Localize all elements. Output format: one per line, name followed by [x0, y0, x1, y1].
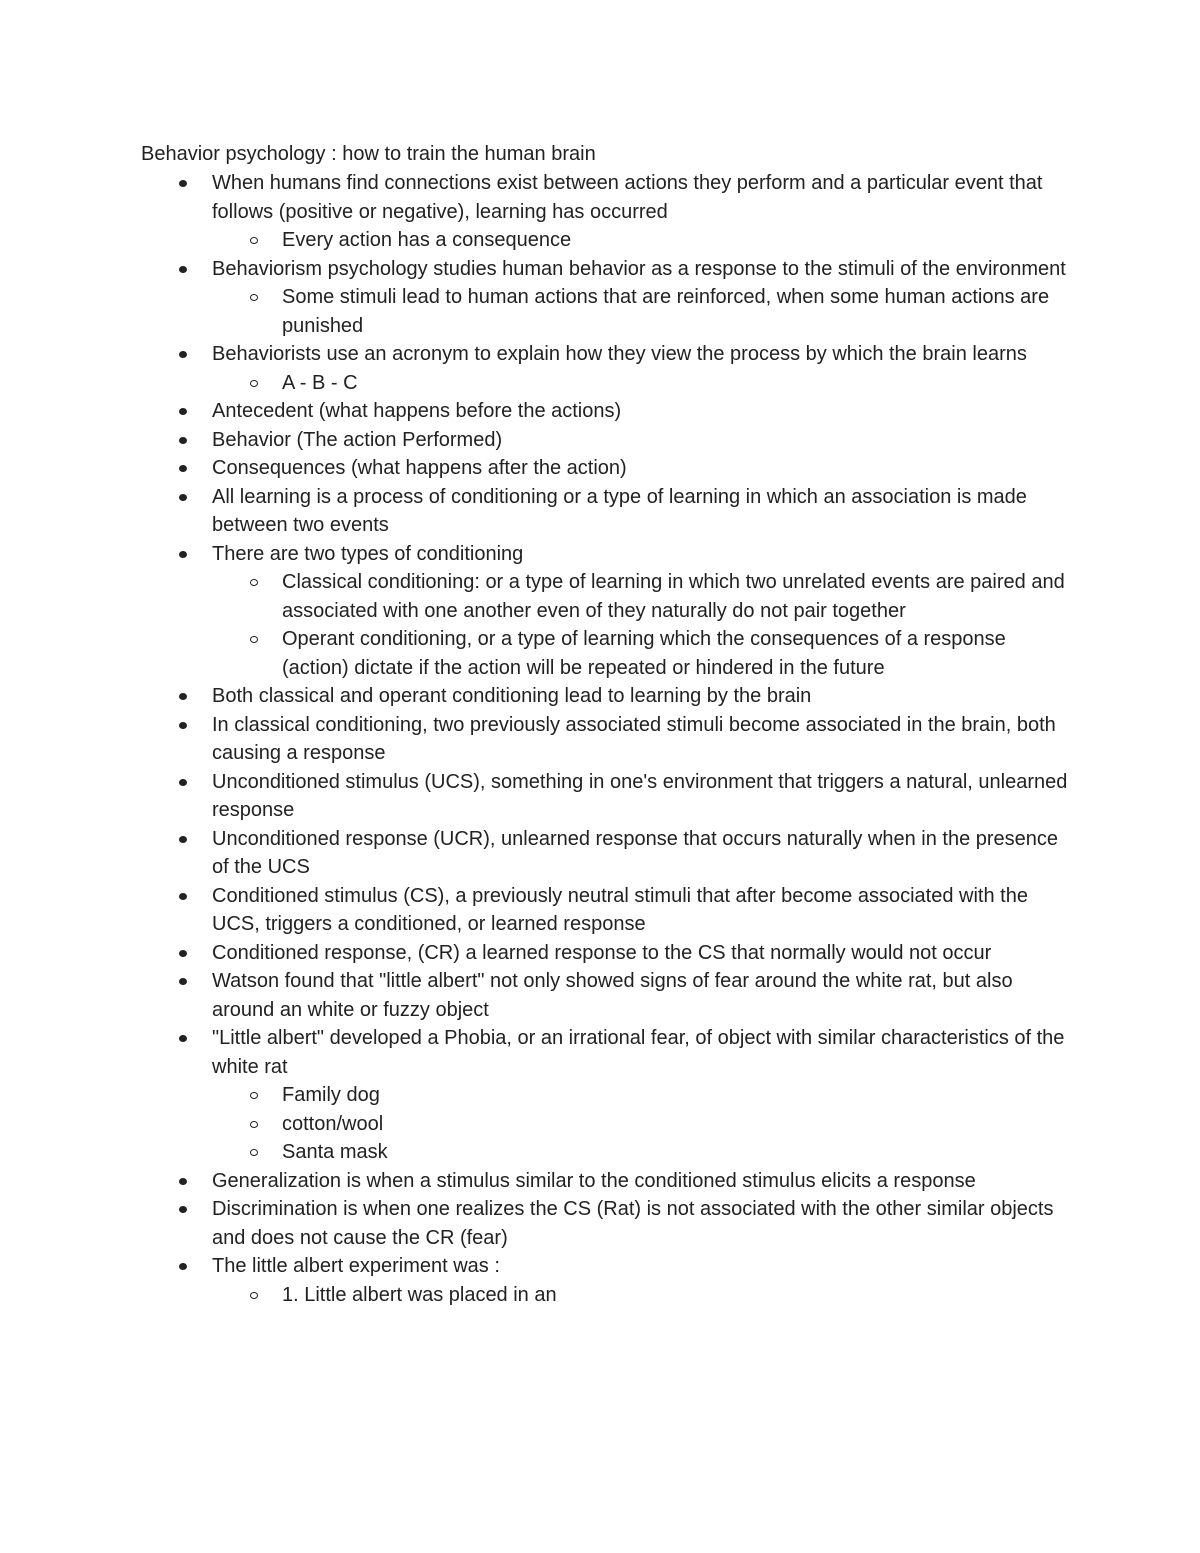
- list-item-text: Santa mask: [282, 1141, 388, 1163]
- filled-bullet-icon: [179, 1178, 187, 1185]
- list-item: [0, 426, 1072, 455]
- list-item-text: Antecedent (what happens before the actions): [212, 400, 622, 422]
- filled-bullet-icon: [179, 465, 187, 472]
- sub-list-item: [0, 568, 1072, 625]
- list-item: [0, 340, 1072, 369]
- list-item-text: Consequences (what happens after the action): [212, 457, 627, 479]
- hollow-bullet-icon: [250, 636, 258, 643]
- hollow-bullet-icon: [250, 1292, 258, 1299]
- list-item-text: Unconditioned stimulus (UCS), something in one's environment that triggers a natural, unlearned response: [212, 770, 1068, 821]
- filled-bullet-icon: [179, 351, 187, 358]
- list-item-text: 1. Little albert was placed in an: [282, 1283, 557, 1306]
- list-item-text: "Little albert" developed a Phobia, or an irrational fear, of object with similar characteristics of the white rat: [212, 1027, 1065, 1078]
- list-item: [0, 1024, 1072, 1081]
- list-item-text: Unconditioned response (UCR), unlearned response that occurs naturally when in the presence of the UCS: [212, 827, 1059, 878]
- list-item-text: Behavior (The action Performed): [212, 428, 503, 451]
- list-item: [0, 397, 1072, 426]
- list-item-text: In classical conditioning, two previously associated stimuli become associated in the brain, both causing a response: [212, 713, 1056, 764]
- list-item-text: cotton/wool: [282, 1112, 384, 1135]
- list-item-text: Operant conditioning, or a type of learning which the consequences of a response (action) dictate if the action will be repeated or hindered in the future: [282, 628, 1006, 679]
- list-item-text: Watson found that "little albert" not only showed signs of fear around the white rat, but also around an white or fuzzy object: [212, 970, 1013, 1021]
- filled-bullet-icon: [179, 1035, 187, 1042]
- list-item-text: Family dog: [282, 1084, 380, 1106]
- sub-list-item: [0, 1081, 1072, 1110]
- filled-bullet-icon: [179, 693, 187, 700]
- list-item-text: Conditioned response, (CR) a learned response to the CS that normally would not occur: [212, 941, 992, 964]
- notes-list: [0, 169, 1200, 1309]
- list-item: [0, 255, 1072, 284]
- sub-list-item: [0, 1281, 1072, 1310]
- list-item-text: The little albert experiment was :: [212, 1255, 500, 1277]
- list-item: [0, 967, 1072, 1024]
- list-item-text: When humans find connections exist between actions they perform and a particular event that follows (positive or negative), learning has occurred: [212, 172, 1043, 223]
- list-item-text: Discrimination is when one realizes the CS (Rat) is not associated with the other similar objects and does not cause the CR (fear): [212, 1198, 1054, 1249]
- filled-bullet-icon: [179, 180, 187, 187]
- sub-list-item: [0, 625, 1072, 682]
- list-item-text: Behaviorism psychology studies human behavior as a response to the stimuli of the environment: [212, 257, 1066, 280]
- list-item-text: Every action has a consequence: [282, 229, 572, 251]
- filled-bullet-icon: [179, 266, 187, 273]
- filled-bullet-icon: [179, 836, 187, 843]
- list-item: [0, 711, 1072, 768]
- list-item: [0, 454, 1072, 483]
- list-item: [0, 483, 1072, 540]
- list-item-text: All learning is a process of conditioning or a type of learning in which an association is made between two events: [212, 485, 1027, 536]
- sub-list-item: [0, 369, 1072, 398]
- list-item-text: Classical conditioning: or a type of learning in which two unrelated events are paired and associated with one another even of they naturally do not pair together: [282, 571, 1065, 622]
- filled-bullet-icon: [179, 551, 187, 558]
- filled-bullet-icon: [179, 978, 187, 985]
- filled-bullet-icon: [179, 1206, 187, 1213]
- hollow-bullet-icon: [250, 1121, 258, 1128]
- list-item-text: Behaviorists use an acronym to explain how they view the process by which the brain learns: [212, 343, 1027, 365]
- sub-list-item: [0, 1110, 1072, 1139]
- list-item: [0, 825, 1072, 882]
- sub-list-item: [0, 1138, 1072, 1167]
- filled-bullet-icon: [179, 779, 187, 786]
- hollow-bullet-icon: [250, 1092, 258, 1099]
- list-item-text: There are two types of conditioning: [212, 542, 524, 565]
- list-item: [0, 540, 1072, 569]
- list-item-text: A - B - C: [282, 371, 358, 394]
- list-item: [0, 768, 1072, 825]
- hollow-bullet-icon: [250, 380, 258, 387]
- filled-bullet-icon: [179, 494, 187, 501]
- list-item: [0, 882, 1072, 939]
- list-item: [0, 682, 1072, 711]
- list-item: [0, 939, 1072, 968]
- list-item: [0, 1167, 1072, 1196]
- page-title: Behavior psychology : how to train the human brain: [141, 143, 596, 165]
- sub-list-item: [0, 226, 1072, 255]
- hollow-bullet-icon: [250, 1149, 258, 1156]
- hollow-bullet-icon: [250, 237, 258, 244]
- filled-bullet-icon: [179, 437, 187, 444]
- list-item-text: Generalization is when a stimulus similar to the conditioned stimulus elicits a response: [212, 1169, 976, 1192]
- list-item-text: Some stimuli lead to human actions that are reinforced, when some human actions are punished: [282, 286, 1050, 337]
- filled-bullet-icon: [179, 408, 187, 415]
- filled-bullet-icon: [179, 893, 187, 900]
- hollow-bullet-icon: [250, 294, 258, 301]
- sub-list-item: [0, 283, 1072, 340]
- list-item: [0, 1195, 1072, 1252]
- filled-bullet-icon: [179, 722, 187, 729]
- hollow-bullet-icon: [250, 579, 258, 586]
- filled-bullet-icon: [179, 950, 187, 957]
- list-item-text: Conditioned stimulus (CS), a previously neutral stimuli that after become associated with the UCS, triggers a conditioned, or learned response: [212, 884, 1028, 935]
- list-item-text: Both classical and operant conditioning lead to learning by the brain: [212, 685, 812, 707]
- list-item: [0, 1252, 1072, 1281]
- list-item: [0, 169, 1072, 226]
- filled-bullet-icon: [179, 1263, 187, 1270]
